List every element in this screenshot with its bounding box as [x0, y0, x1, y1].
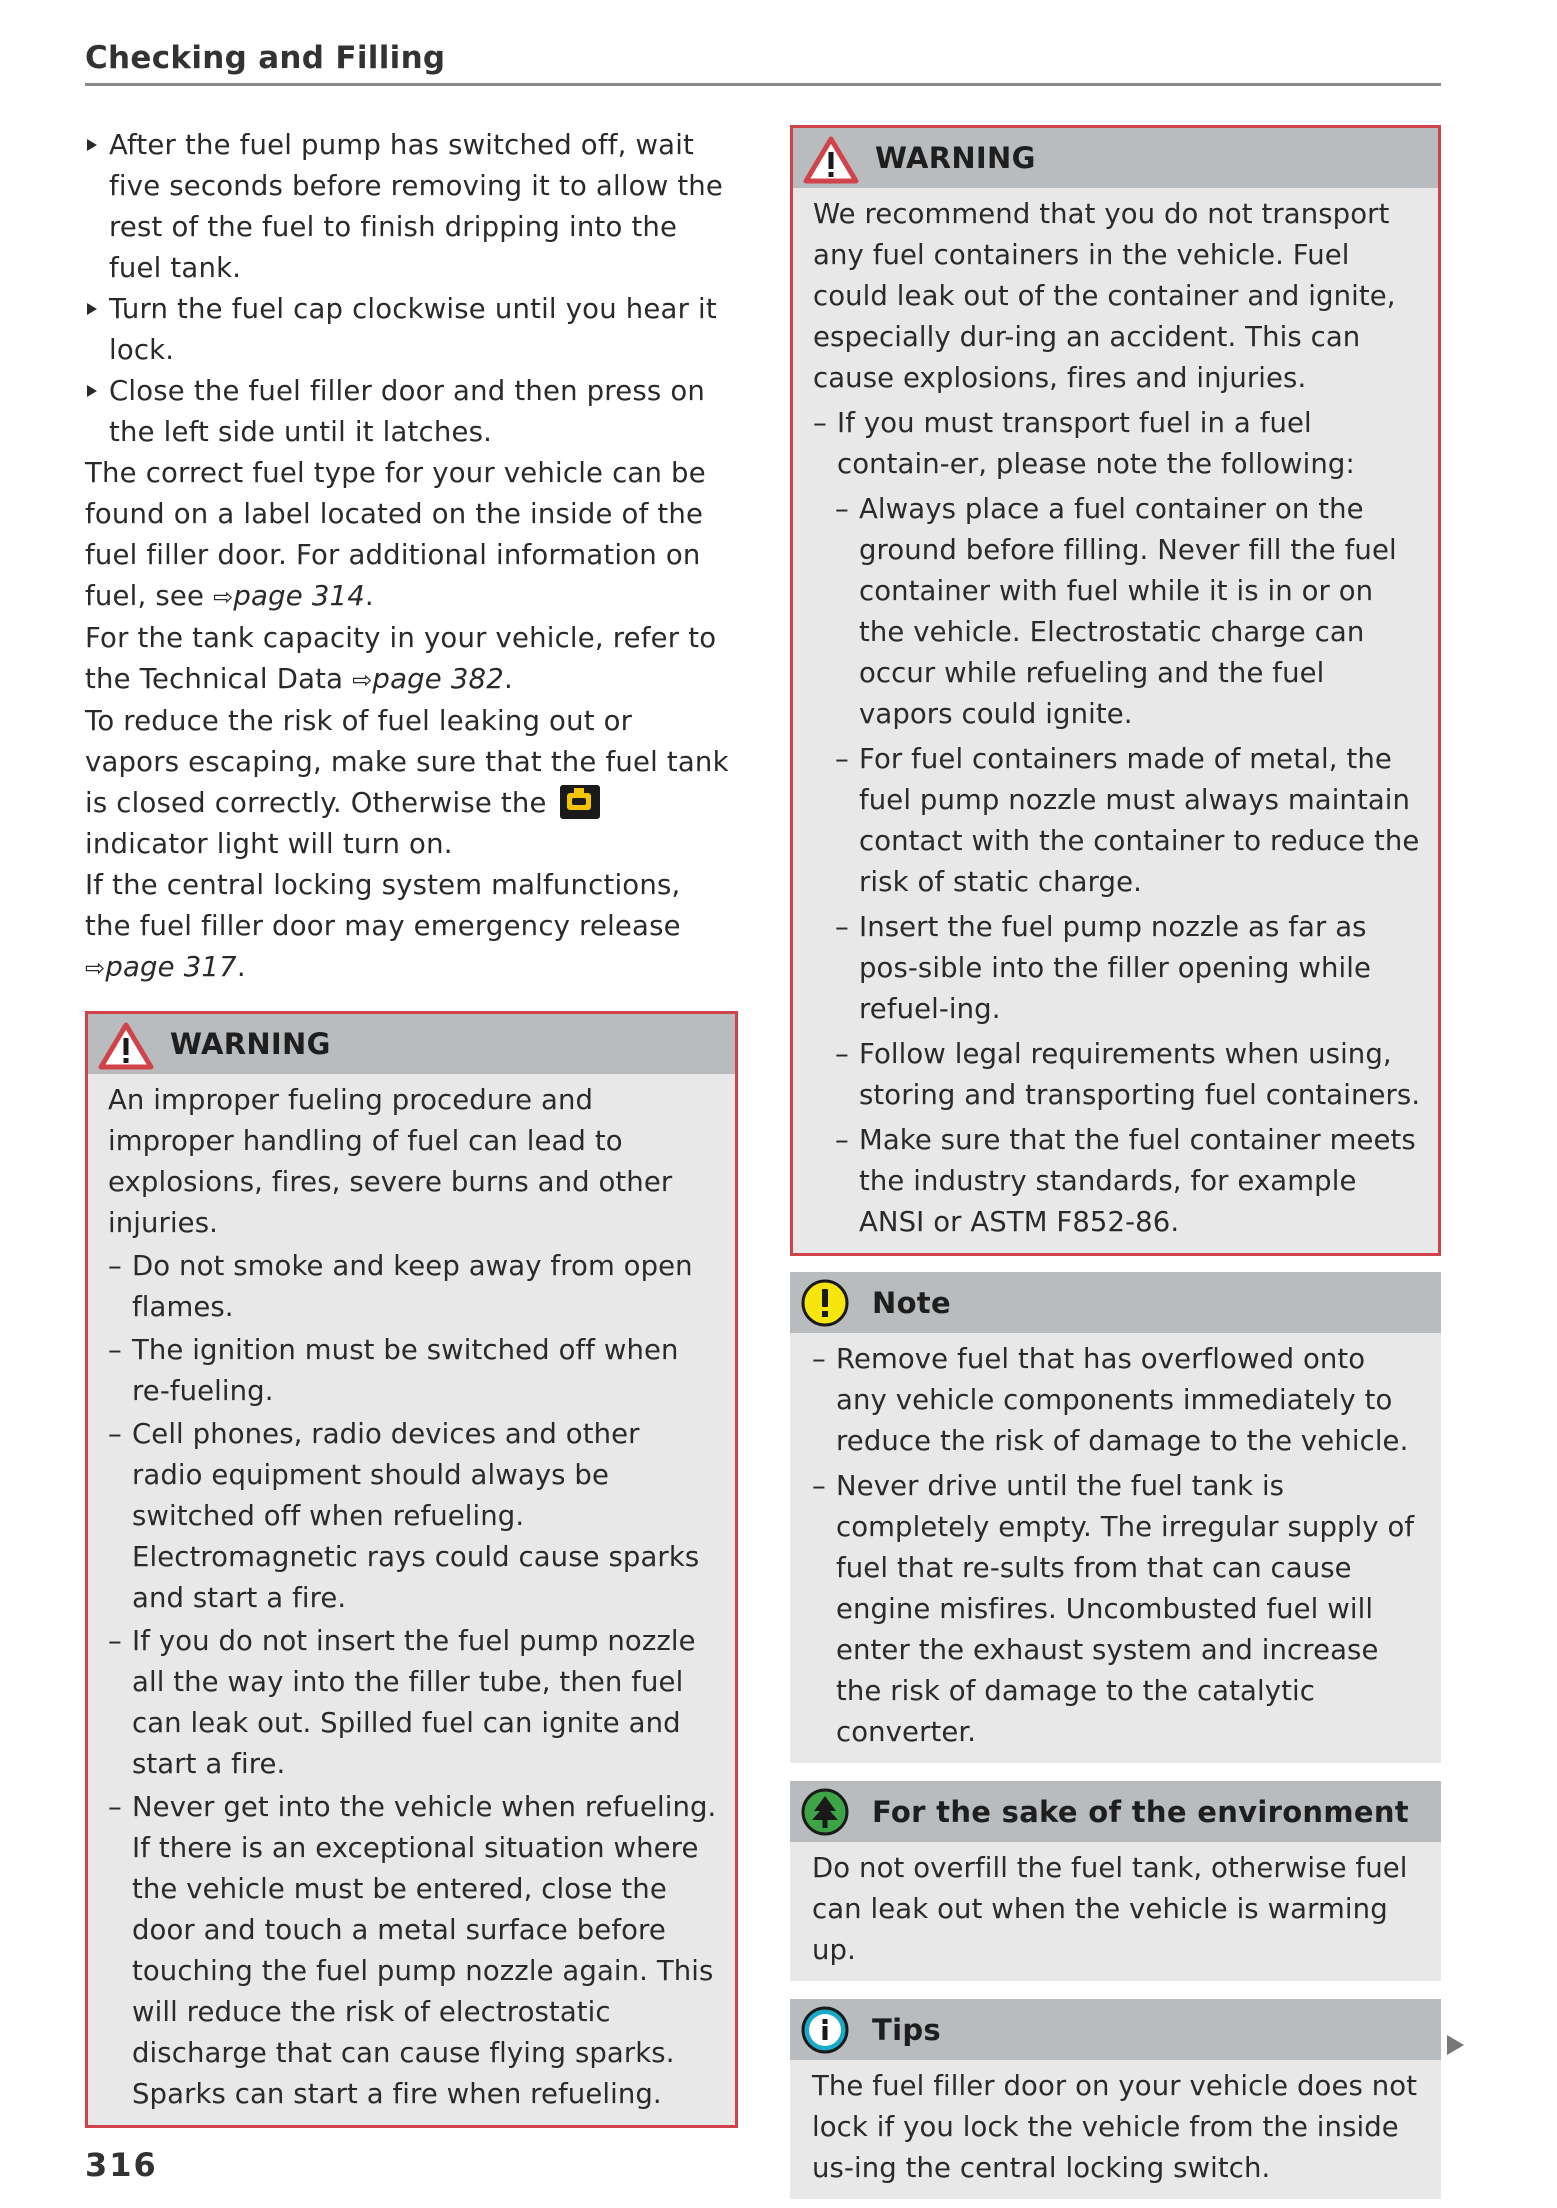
arrow-right-icon: ⇨ — [85, 954, 106, 982]
warning-box-fueling — [85, 1011, 738, 2128]
arrow-right-icon: ⇨ — [213, 583, 234, 611]
exclamation-circle-icon — [800, 1278, 850, 1328]
header-divider — [85, 83, 1441, 86]
warning-list-item: – The ignition must be switched off when re-fueling. — [108, 1334, 679, 1407]
warning-title: WARNING — [170, 1027, 331, 1061]
step-item: After the fuel pump has switched off, wait five seconds before removing it to allow the rest of the fuel to finish dripping into the fuel tank. — [85, 125, 735, 289]
page-section-title: Checking and Filling — [85, 40, 446, 76]
warning-sublist-item: – Make sure that the fuel container meets the industry standards, for example ANSI or ASTM F852-86. — [835, 1124, 1416, 1238]
tips-box — [790, 1999, 1441, 2199]
step-item: Turn the fuel cap clockwise until you hear it lock. — [85, 289, 735, 371]
left-column — [85, 125, 735, 2128]
warning-title: WARNING — [875, 141, 1036, 175]
warning-sublist-item: – Follow legal requirements when using, storing and transporting fuel containers. — [835, 1038, 1421, 1111]
page-reference-link[interactable]: ⇨page 314 — [213, 580, 365, 612]
warning-list-item: – Never get into the vehicle when refueling. If there is an exceptional situation where the vehicle must be entered, close the door and touch a metal surface before touching the fuel pump nozzle again. This will reduce the risk of electrostatic discharge that can cause flying sparks. Sparks can start a fire when refueling. — [108, 1791, 717, 2110]
environment-box — [790, 1781, 1441, 1981]
warning-body — [793, 188, 1438, 1253]
environment-text: Do not overfill the fuel tank, otherwise fuel can leak out when the vehicle is warming up. — [812, 1852, 1408, 1966]
bullet-triangle-icon — [87, 303, 97, 315]
page-reference-link[interactable]: ⇨page 382 — [352, 663, 504, 695]
warning-triangle-icon — [98, 1022, 154, 1070]
warning-header — [88, 1014, 735, 1074]
warning-sublist-item: – For fuel containers made of metal, the fuel pump nozzle must always maintain contact with the container to reduce the risk of static charge. — [835, 743, 1420, 898]
warning-header — [793, 128, 1438, 188]
right-column — [790, 125, 1441, 2199]
arrow-right-icon: ⇨ — [352, 666, 373, 694]
tree-leaf-icon — [800, 1787, 850, 1837]
info-circle-icon — [800, 2005, 850, 2055]
tips-header — [790, 1999, 1441, 2060]
continue-arrow-icon — [1447, 2035, 1464, 2055]
page-reference-link[interactable]: ⇨page 317 — [85, 951, 237, 983]
warning-list-item: – If you must transport fuel in a fuel contain-er, please note the following: — [813, 407, 1355, 480]
tank-capacity-paragraph: For the tank capacity in your vehicle, refer to the Technical Data ⇨page 382. — [85, 622, 717, 695]
bullet-triangle-icon — [87, 139, 97, 151]
environment-title: For the sake of the environment — [872, 1794, 1409, 1829]
note-title: Note — [872, 1285, 951, 1320]
note-list-item: – Remove fuel that has overflowed onto any vehicle components immediately to reduce the risk of damage to the vehicle. — [812, 1343, 1409, 1457]
tips-text: The fuel filler door on your vehicle does not lock if you lock the vehicle from the inside us-ing the central locking switch. — [812, 2070, 1418, 2184]
environment-header — [790, 1781, 1441, 1842]
page-number: 316 — [85, 2146, 158, 2184]
tips-body — [790, 2060, 1441, 2199]
bullet-triangle-icon — [87, 385, 97, 397]
warning-intro: We recommend that you do not transport any fuel containers in the vehicle. Fuel could leak out of the container and ignite, especially dur-ing an accident. This can cause explosions, fires and injuries. — [813, 198, 1396, 394]
warning-triangle-icon — [803, 136, 859, 184]
warning-body — [88, 1074, 735, 2125]
warning-sublist-item: – Insert the fuel pump nozzle as far as pos-sible into the filler opening while refuel-ing. — [835, 911, 1372, 1025]
fuel-tank-closed-paragraph: To reduce the risk of fuel leaking out or vapors escaping, make sure that the fuel tank is closed correctly. Otherwise the indicator light will turn on. — [85, 705, 729, 860]
warning-list-item: – Do not smoke and keep away from open flames. — [108, 1250, 693, 1323]
step-item: Close the fuel filler door and then press on the left side until it latches. — [85, 371, 735, 453]
note-body — [790, 1333, 1441, 1763]
warning-intro: An improper fueling procedure and improper handling of fuel can lead to explosions, fires, severe burns and other injuries. — [108, 1084, 673, 1239]
step-list — [85, 125, 735, 453]
note-list-item: – Never drive until the fuel tank is completely empty. The irregular supply of fuel that re-sults from that can cause engine misfires. Uncombusted fuel will enter the exhaust system and increase the risk of damage to the catalytic converter. — [812, 1470, 1415, 1748]
warning-list-item: – If you do not insert the fuel pump nozzle all the way into the filler tube, then fuel can leak out. Spilled fuel can ignite and start a fire. — [108, 1625, 696, 1780]
central-locking-paragraph: If the central locking system malfunctions, the fuel filler door may emergency release ⇨page 317. — [85, 869, 681, 983]
tips-title: Tips — [872, 2012, 941, 2047]
environment-body — [790, 1842, 1441, 1981]
engine-warning-icon — [560, 785, 600, 819]
note-box — [790, 1272, 1441, 1763]
note-header — [790, 1272, 1441, 1333]
warning-box-fuel-containers — [790, 125, 1441, 1256]
warning-list-item: – Cell phones, radio devices and other radio equipment should always be switched off when refueling. Electromagnetic rays could cause sparks and start a fire. — [108, 1418, 700, 1614]
warning-sublist-item: – Always place a fuel container on the ground before filling. Never fill the fuel container with fuel while it is in or on the vehicle. Electrostatic charge can occur while refueling and the fuel vapors could ignite. — [835, 493, 1397, 730]
fuel-type-paragraph: The correct fuel type for your vehicle can be found on a label located on the inside of the fuel filler door. For additional information on fuel, see ⇨page 314. — [85, 457, 706, 612]
